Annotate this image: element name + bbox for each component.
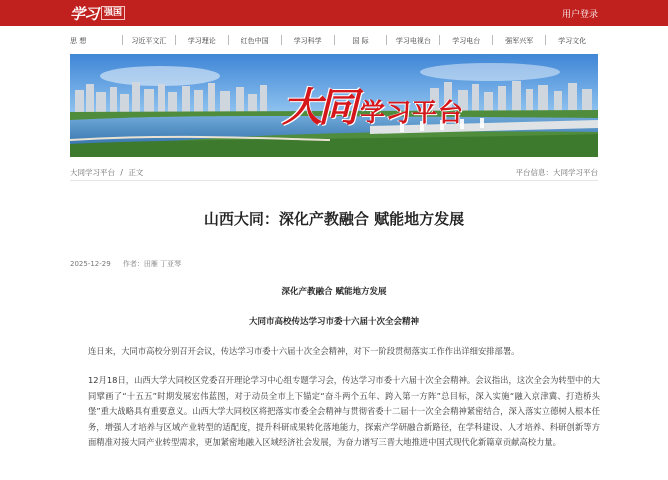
breadcrumb-home-link[interactable]: 大同学习平台: [70, 168, 115, 177]
nav-item-6[interactable]: 学习电视台: [395, 37, 431, 45]
article-subtitle-1: 深化产教融合 赋能地方发展: [281, 287, 387, 297]
main-nav: [70, 33, 598, 49]
banner: [70, 54, 598, 157]
article-title: 山西大同：深化产教融合 赋能地方发展: [203, 210, 465, 228]
site-logo[interactable]: [70, 3, 125, 23]
breadcrumb-separator: /: [120, 168, 123, 177]
nav-item-4[interactable]: 学习科学: [293, 37, 322, 45]
nav-item-1[interactable]: 习近平文汇: [131, 37, 167, 45]
nav-item-2[interactable]: 学习理论: [187, 37, 216, 45]
article-author: 作者：田雁 丁亚琴: [122, 260, 182, 268]
banner-script-text: 大同: [282, 84, 354, 131]
nav-item-0[interactable]: 思 想: [70, 37, 87, 45]
nav-item-9[interactable]: 学习文化: [558, 37, 587, 45]
article-paragraph-2: 12月18日，山西大学大同校区党委召开理论学习中心组专题学习会，传达学习市委十六届十次全会精神。会议指出，这次全会为转型中的大同擘画了“十五五”时期发展宏伟蓝图，对于动员全市上下锚定“奋斗两个五年、跨入第一方阵”总目标，深入实施“融入京津冀、打造桥头堡”重大战略具有重要意义。山西大学大同校区将把落实市委全会精神与贯彻省委十二届十一次全会精神紧密结合，深入落实立德树人根本任务，增强人才培养与区域产业转型的适配度，提升科研成果转化落地能力，探索产学研融合新路径，在学科建设、人才培养、科研创新等方面精准对接大同产业转型需求，更加紧密地融入区域经济社会发展，为奋力谱写三晋大地推进中国式现代化新篇章贡献高校力量。: [88, 375, 600, 447]
logo-badge: 强国: [101, 6, 125, 20]
breadcrumb-current: 正文: [128, 168, 144, 177]
platform-source: 平台信息：大同学习平台: [515, 168, 598, 177]
article-paragraph-1: 连日来，大同市高校分别召开会议，传达学习市委十六届十次全会精神，对下一阶段贯彻落实工作作出详细安排部署。: [88, 346, 520, 356]
banner-title: [282, 76, 464, 133]
nav-item-7[interactable]: 学习电台: [452, 37, 481, 45]
breadcrumb: [70, 167, 146, 178]
nav-item-5[interactable]: 国 际: [352, 37, 369, 45]
nav-item-3[interactable]: 红色中国: [240, 37, 269, 45]
article-meta: [70, 259, 191, 269]
logo-script: 学习: [70, 4, 99, 23]
banner-main-text: 学习平台: [360, 98, 465, 127]
article-date: 2025-12-29: [70, 260, 111, 268]
top-bar: [0, 0, 668, 26]
divider: [70, 180, 598, 181]
article-subtitle-2: 大同市高校传达学习市委十六届十次全会精神: [248, 317, 419, 327]
login-link[interactable]: 用户登录: [561, 10, 598, 20]
nav-item-8[interactable]: 强军兴军: [505, 37, 534, 45]
